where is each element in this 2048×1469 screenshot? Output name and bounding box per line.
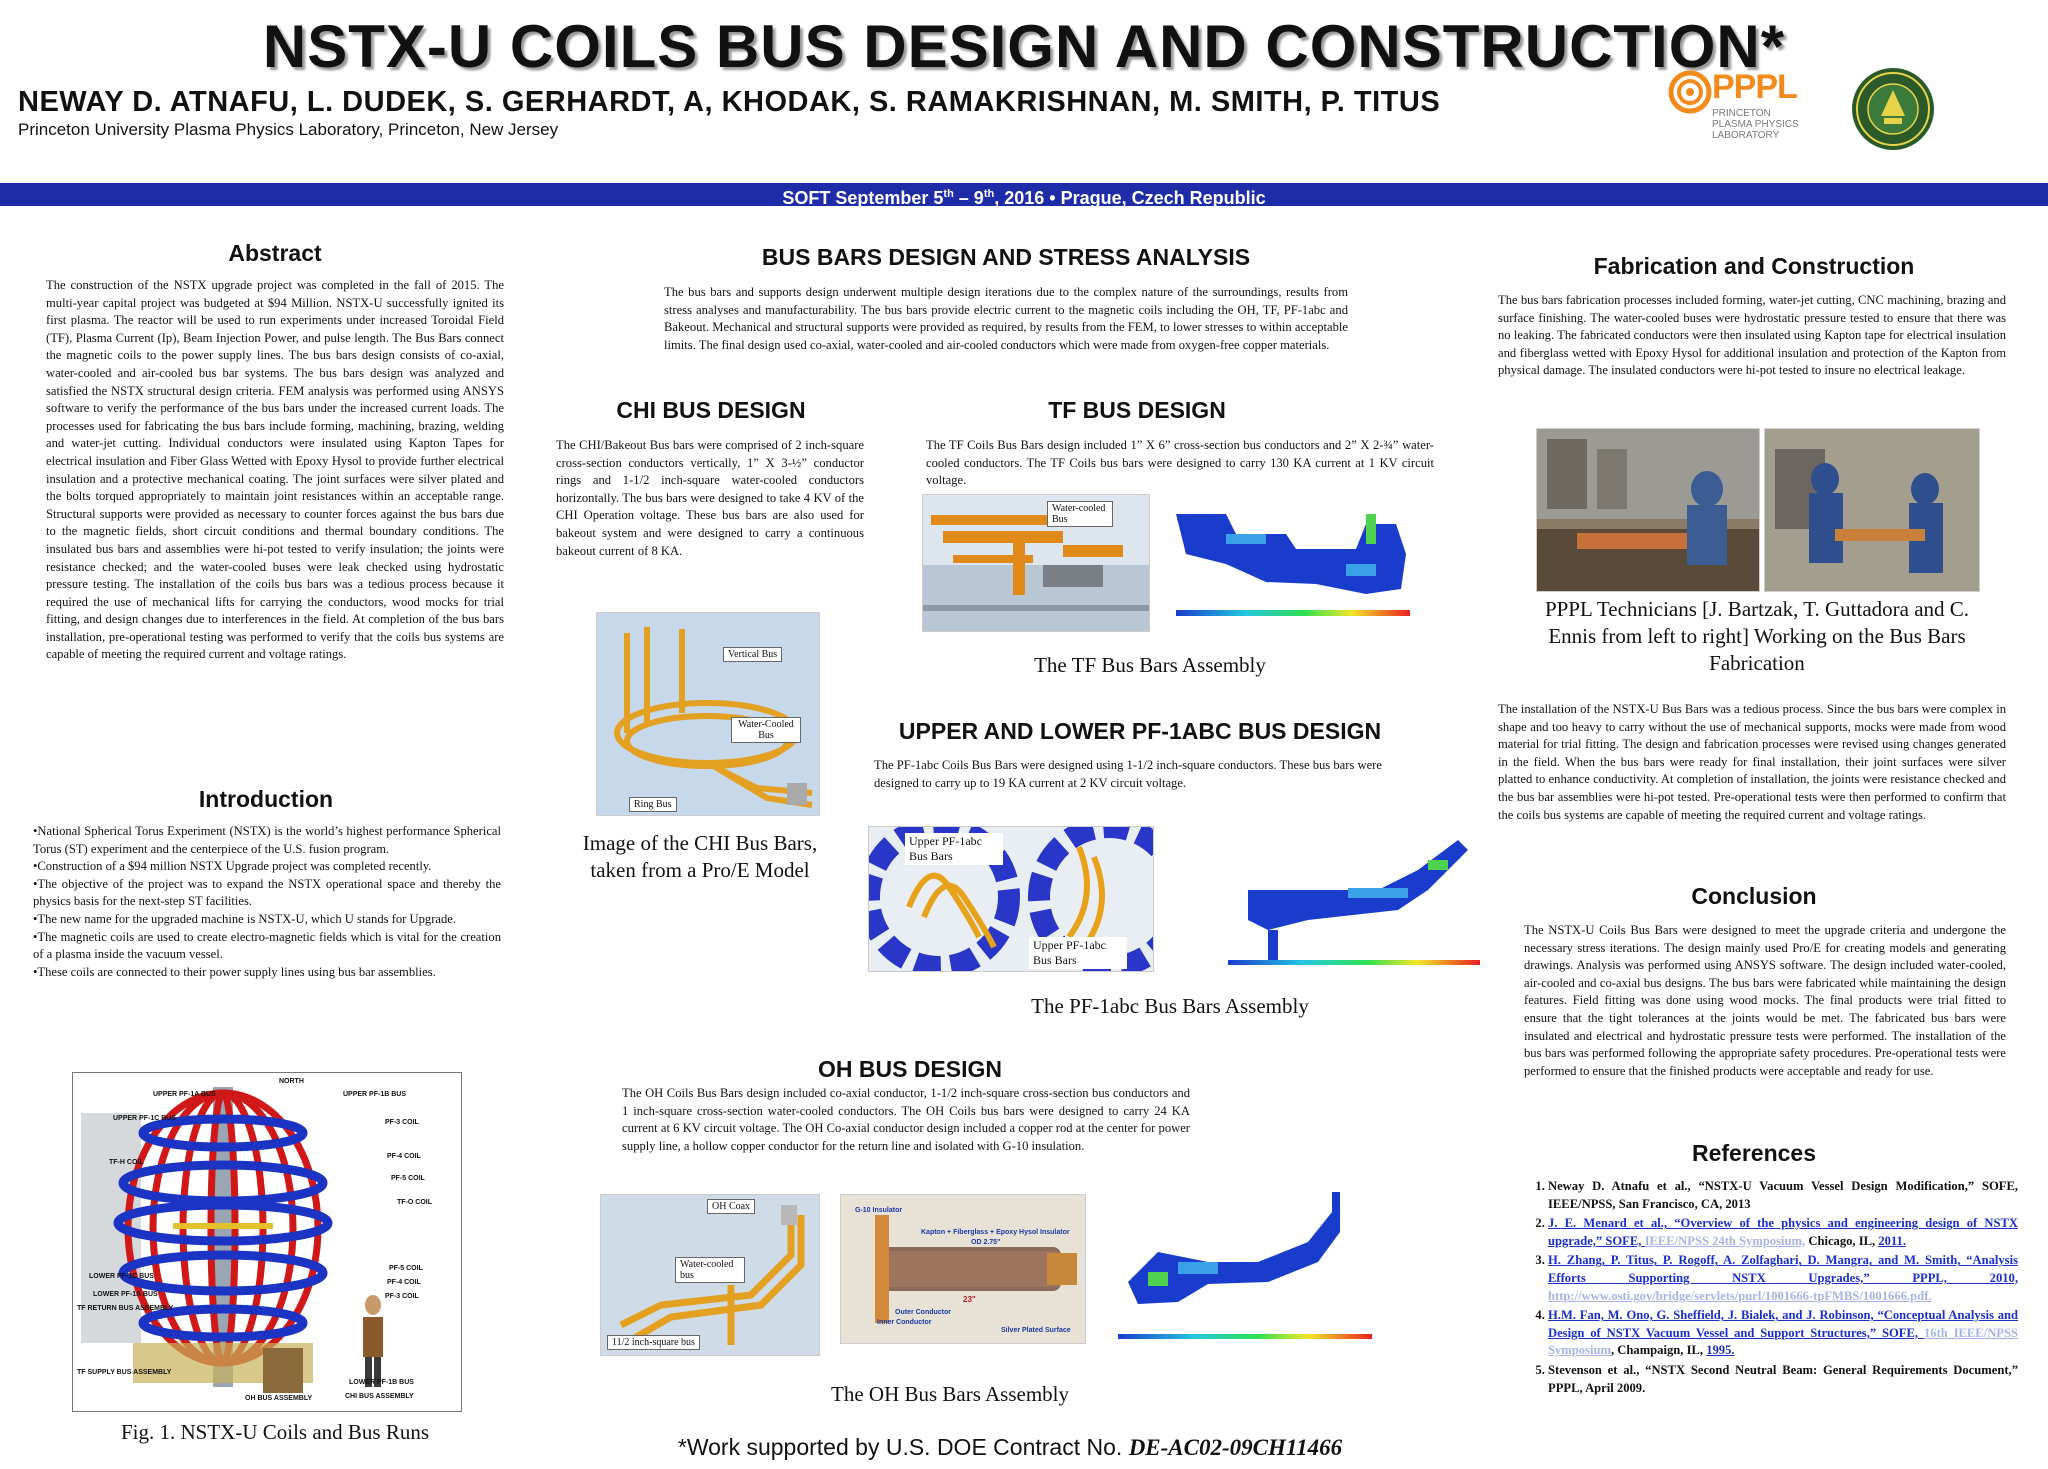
tf-bus-drawing (923, 495, 1149, 631)
affiliation: Princeton University Plasma Physics Laboratory, Princeton, New Jersey (18, 120, 559, 139)
fig1-label: TF-O COIL (397, 1199, 432, 1206)
reference-item (1548, 1178, 2018, 1213)
oh-coax-photo (840, 1194, 1086, 1344)
reference-item[interactable] (1548, 1252, 2018, 1305)
fig1-label: PF-5 COIL (391, 1175, 425, 1182)
introduction-list (33, 823, 501, 981)
chi-bus-image (596, 612, 820, 816)
reference-item (1548, 1362, 2018, 1397)
doe-seal-icon (1850, 66, 1936, 152)
reference-url[interactable]: http://www.osti.gov/bridge/servlets/purl/1001666-tpFMBS/1001666.pdf. (1548, 1288, 1932, 1303)
band-sup: th (943, 188, 954, 200)
chi-text: The CHI/Bakeout Bus bars were comprised of 2 inch-square cross-section conductors vertically, 1” X 3-½” conductor rings and 1-1/2 inch-square water-cooled conductors horizontally. The bus bars were designed to take 4 KV of the CHI Operation voltage. These bus bars are also used for bakeout system and were designed to carry a continuous bakeout current of 8 KA. (556, 438, 864, 558)
list-item: •The magnetic coils are used to create electro-magnetic fields which is vital for the creation of a plasma inside the vacuum vessel. (33, 929, 501, 962)
poster-title: NSTX-U COILS BUS DESIGN AND CONSTRUCTION* (262, 13, 1786, 80)
reference-link-faded[interactable]: 16th IEEE/NPSS Symposium (1548, 1325, 2018, 1358)
reference-item[interactable] (1548, 1215, 2018, 1250)
chi-label-vertical: Vertical Bus (723, 647, 782, 662)
abstract-heading: Abstract (228, 240, 322, 266)
fig1-label: PF-4 COIL (387, 1279, 421, 1286)
photo-label: OD 2.75" (971, 1239, 1001, 1246)
reference-text: , Champaign, IL, (1611, 1343, 1707, 1358)
author-list: NEWAY D. ATNAFU, L. DUDEK, S. GERHARDT, A, KHODAK, S. RAMAKRISHNAN, M. SMITH, P. TITUS (18, 86, 1441, 118)
photo2-drawing (1765, 429, 1979, 591)
reference-text: Stevenson et al., “NSTX Second Neutral Beam: General Requirements Document,” PPPL, April 2009. (1548, 1362, 2018, 1395)
reference-item[interactable] (1548, 1307, 2018, 1360)
pppl-logo-text: PPPL (1712, 68, 1797, 106)
reference-link[interactable]: 1995. (1706, 1343, 1735, 1358)
oh-text: The OH Coils Bus Bars design included co-axial conductor, 1-1/2 inch-square cross-section bus conductors and 1 inch-square cross-section water-cooled conductors. The OH Coils bus bars were designed to carry 24 KA current at 6 KV circuit voltage. The OH Co-axial conductor design included a copper rod at the center for power supply line, a hollow copper conductor for the return line and isolated with G-10 insulation. (622, 1086, 1190, 1153)
pf-bus-image (868, 826, 1154, 972)
reference-text: Chicago, IL, (1805, 1233, 1879, 1248)
tf-heading: TF BUS DESIGN (1048, 397, 1226, 423)
fig1-label: PF-4 COIL (387, 1153, 421, 1160)
photo1-drawing (1537, 429, 1759, 591)
tf-text: The TF Coils Bus Bars design included 1” X 6” cross-section bus conductors and 2” X 2-¾” water-cooled conductors. The TF Coils bus bars were designed to carry 130 KA current at 1 KV circuit voltage. (926, 438, 1434, 488)
fig1-label: CHI BUS ASSEMBLY (345, 1393, 414, 1400)
reference-link-faded[interactable]: IEEE/NPSS 24th Symposium, (1644, 1233, 1806, 1248)
bus-design-text: The bus bars and supports design underwent multiple design iterations due to the complex nature of the surroundings, results from stress analyses and manufacturability. The bus bars provide electric current to the magnetic coils including the OH, TF, PF-1abc and Bakeout. Mechanical and structural supports were provided as required, by results from the FEM, to lower stresses to within acceptable limits. The final design used co-axial, water-cooled and air-cooled conductors which were made from oxygen-free copper materials. (664, 285, 1348, 352)
fig1-label: UPPER PF-1A BUS (153, 1091, 216, 1098)
list-item: •The objective of the project was to expand the NSTX operational space and thereby the physics basis for the next-step ST facilities. (33, 876, 501, 909)
fabrication-text-2: The installation of the NSTX-U Bus Bars was a tedious process. Since the bus bars were complex in shape and too heavy to carry without the use of mechanical supports, mocks were made from wood material for trial fitting. The design and fabrication processes were revised using changes generated in the field. When the bus bars were ready for final installation, their joint surfaces were silver platted to enhance conductivity. At completion of installation, the joints were resistance checked and the bus bar assemblies were hi-pot tested. Pre-operational tests were then performed to confirm that the coils bus systems are capable of meeting the required current and voltage ratings. (1498, 702, 2006, 822)
list-item: •Construction of a $94 million NSTX Upgrade project was completed recently. (33, 859, 432, 874)
chi-heading: CHI BUS DESIGN (616, 397, 806, 423)
contract-number: DE-AC02-09CH11466 (1128, 1435, 1343, 1460)
fig1-label: TF-H COIL (109, 1159, 144, 1166)
tf-bus-image (922, 494, 1150, 632)
introduction-heading: Introduction (198, 786, 334, 812)
technician-photo-2 (1764, 428, 1980, 592)
abstract-text: The construction of the NSTX upgrade project was completed in the fall of 2015. The multi-year capital project was budgeted at $94 Million. NSTX-U successfully ignited its first plasma. The reactor will be used to run experiments under increased Toroidal Field (TF), Plasma Current (Ip), Beam Injection Power, and pulse length. The Bus Bars connect the magnetic coils to the power supply lines. The bus bars design consists of co-axial, water-cooled and air-cooled bus bar systems. The bus bars design was analyzed and satisfied the NSTX structural design criteria. FEM analysis was performed using ANSYS software to verify the performance of the bus bars under the increased current loads. The processes used for fabricating the bus bars include forming, machining, brazing, welding and water-jet cutting. Individual conductors were insulated using Kapton Tapes for electrical insulation and Fiber Glass Wetted with Epoxy Hysol to provide further electrical insulation and a protective mechanical coating. The joint surfaces were silver plated and the bolts torqued appropriately to maintain joint resistances within an acceptable range. Structural supports were provided as necessary to counter forces against the bus bars due to the magnetic fields, short circuit conditions and thermal boundary conditions. The insulated bus bars and assemblies were hi-pot tested to verify insulation; the joints were resistance checked; and the water-cooled buses were leak checked using hydrostatic pressure testing. The installation of the coils bus bars was a tedious process because it required the use of mechanical lifts for carrying the conductors, wood mocks for trial fitting, and design changes due to interferences in the field. At completion of the bus bars installation, pre-operational testing was performed to verify that the coils bus systems are capable of meeting the required current and voltage ratings. (46, 278, 504, 662)
photo-label: Kapton + Fiberglass + Epoxy Hysol Insulator (921, 1229, 1070, 1236)
oh-label-coax: OH Coax (707, 1199, 755, 1214)
fig1-label: NORTH (279, 1078, 304, 1085)
tf-label-watercooled: Water-cooled Bus (1047, 501, 1113, 527)
fig1-caption: Fig. 1. NSTX-U Coils and Bus Runs (120, 1420, 430, 1444)
photo-label: Inner Conductor (877, 1319, 932, 1326)
bus-design-heading: BUS BARS DESIGN AND STRESS ANALYSIS (761, 244, 1251, 270)
fig1-label: LOWER PF-1B BUS (349, 1379, 414, 1386)
pppl-logo (1668, 66, 1808, 146)
technician-photo-caption: PPPL Technicians [J. Bartzak, T. Guttadora and C. Ennis from left to right] Working on the Bus Bars Fabrication (1544, 597, 1970, 675)
reference-link[interactable]: J. E. Menard et al., “Overview of the physics and engineering design of NSTX upgrade,” SOFE, (1548, 1216, 2018, 1248)
list-item: •National Spherical Torus Experiment (NSTX) is the world’s highest performance Spherical Torus (ST) experiment and the centerpiece of the U.S. fusion program. (33, 824, 501, 856)
pppl-sub-line-1: PRINCETON (1712, 108, 1771, 119)
fig1-label: PF-3 COIL (385, 1293, 419, 1300)
tf-fem-drawing (1166, 494, 1416, 624)
band-text: , 2016 • Prague, Czech Republic (994, 188, 1266, 208)
fig1-label: LOWER PF-1A BUS (93, 1291, 158, 1298)
conclusion-text: The NSTX-U Coils Bus Bars were designed to meet the upgrade criteria and undergone the necessary stress iterations. The design mainly used Pro/E for creating models and generating drawings. Analysis was performed using ANSYS software. The design included water-cooled, air-cooled and co-axial bus designs. The bus bars were fabricated while maintaining the design features. Field fitting was done using wood mocks. The final products were trial fitted to ensure that the tight tolerances at the joints would be met. The fabricated bus bars were insulated and electrical and hydrostatic pressure tests were performed. The installation of the bus bars was performed following the appropriate safety procedures. Pre-operational tests were performed to ensure that the finished products were acceptable and ready for use. (1524, 923, 2006, 1078)
funding-note (560, 1434, 1460, 1461)
oh-label-watercooled: Water-cooled bus (675, 1257, 745, 1283)
photo-label: 23" (963, 1295, 976, 1304)
fig1-label: TF SUPPLY BUS ASSEMBLY (77, 1369, 172, 1376)
photo-label: G-10 Insulator (855, 1207, 903, 1214)
fig1-coils-diagram (72, 1072, 462, 1412)
pf-heading: UPPER AND LOWER PF-1ABC BUS DESIGN (898, 718, 1382, 744)
reference-text: Neway D. Atnafu et al., “NSTX-U Vacuum Vessel Design Modification,” SOFE, IEEE/NPSS, San Francisco, CA, 2013 (1548, 1179, 2018, 1211)
list-item: •These coils are connected to their power supply lines using bus bar assemblies. (33, 964, 436, 979)
pppl-swirl-icon (1668, 70, 1712, 114)
fig1-label: PF-3 COIL (385, 1119, 419, 1126)
chi-label-ring: Ring Bus (629, 797, 677, 812)
technician-photo-1 (1536, 428, 1760, 592)
references-list (1518, 1178, 2018, 1399)
fig1-label: TF RETURN BUS ASSEMBLY (77, 1305, 174, 1312)
photo-label: Silver Plated Surface (1001, 1327, 1071, 1334)
conference-band (0, 183, 2048, 206)
pf-label-upper-1: Upper PF-1abc Bus Bars (905, 833, 1003, 865)
pf-text: The PF-1abc Coils Bus Bars were designed using 1-1/2 inch-square conductors. These bus bars were designed to carry up to 19 KA current at 2 KV circuit voltage. (874, 758, 1382, 790)
funding-text: *Work supported by U.S. DOE Contract No. (677, 1434, 1129, 1460)
reference-link[interactable]: H.M. Fan, M. Ono, G. Sheffield, J. Bialek, and J. Robinson, “Conceptual Analysis and Design of NSTX Vacuum Vessel and Support Structures,” SOFE, (1548, 1308, 2018, 1340)
band-sup: th (983, 188, 995, 200)
conclusion-heading: Conclusion (1691, 883, 1817, 909)
oh-stress-plot (1118, 1192, 1372, 1350)
chi-label-watercooled: Water-Cooled Bus (731, 717, 801, 743)
reference-link[interactable]: H. Zhang, P. Titus, P. Rogoff, A. Zolfaghari, D. Mangra, and M. Smith, “Analysis Efforts Supporting NSTX Upgrades,” PPPL, 2010, (1548, 1253, 2018, 1285)
fabrication-heading: Fabrication and Construction (1593, 253, 1915, 279)
photo-label: Outer Conductor (895, 1309, 951, 1316)
pf-stress-plot (1228, 830, 1480, 970)
fig1-label: PF-5 COIL (389, 1265, 423, 1272)
band-text: SOFT September 5 (782, 188, 944, 208)
oh-label-square: 11/2 inch-square bus (607, 1335, 700, 1350)
chi-bus-drawing (597, 613, 819, 815)
fabrication-text-1: The bus bars fabrication processes included forming, water-jet cutting, CNC machining, brazing and surface finishing. The water-cooled buses were hydrostatic pressure tested to ensure that there was no leaking. The fabricated conductors were then insulated using Kapton tape for electrical insulation and fiberglass wetted with Epoxy Hysol for additional insulation and protection of the Kapton from physical damage. The insulated conductors were hi-pot tested to insure no electrical leakage. (1498, 293, 2006, 378)
pf-fem-drawing (1228, 830, 1480, 970)
tf-stress-plot (1166, 494, 1416, 624)
oh-fem-drawing (1118, 1192, 1372, 1350)
fig1-label: OH BUS ASSEMBLY (245, 1395, 313, 1402)
references-heading: References (1691, 1140, 1817, 1166)
pf-label-upper-2: Upper PF-1abc Bus Bars (1029, 937, 1127, 969)
reference-link[interactable]: 2011. (1878, 1233, 1906, 1248)
list-item: •The new name for the upgraded machine is NSTX-U, which U stands for Upgrade. (33, 911, 457, 926)
pppl-sub-line-3: LABORATORY (1712, 130, 1780, 141)
tf-caption: The TF Bus Bars Assembly (1034, 653, 1266, 677)
oh-caption: The OH Bus Bars Assembly (831, 1382, 1069, 1406)
band-text: – 9 (953, 188, 984, 208)
fig1-label: LOWER PF-1C BUS (89, 1273, 154, 1280)
fig1-label: UPPER PF-1C BUS (113, 1115, 177, 1122)
chi-caption: Image of the CHI Bus Bars, taken from a Pro/E Model (582, 831, 818, 882)
pf-caption: The PF-1abc Bus Bars Assembly (1031, 994, 1309, 1018)
oh-heading: OH BUS DESIGN (817, 1056, 1003, 1082)
pppl-sub-line-2: PLASMA PHYSICS (1712, 119, 1799, 130)
fig1-label: UPPER PF-1B BUS (343, 1091, 407, 1098)
oh-bus-image (600, 1194, 820, 1356)
